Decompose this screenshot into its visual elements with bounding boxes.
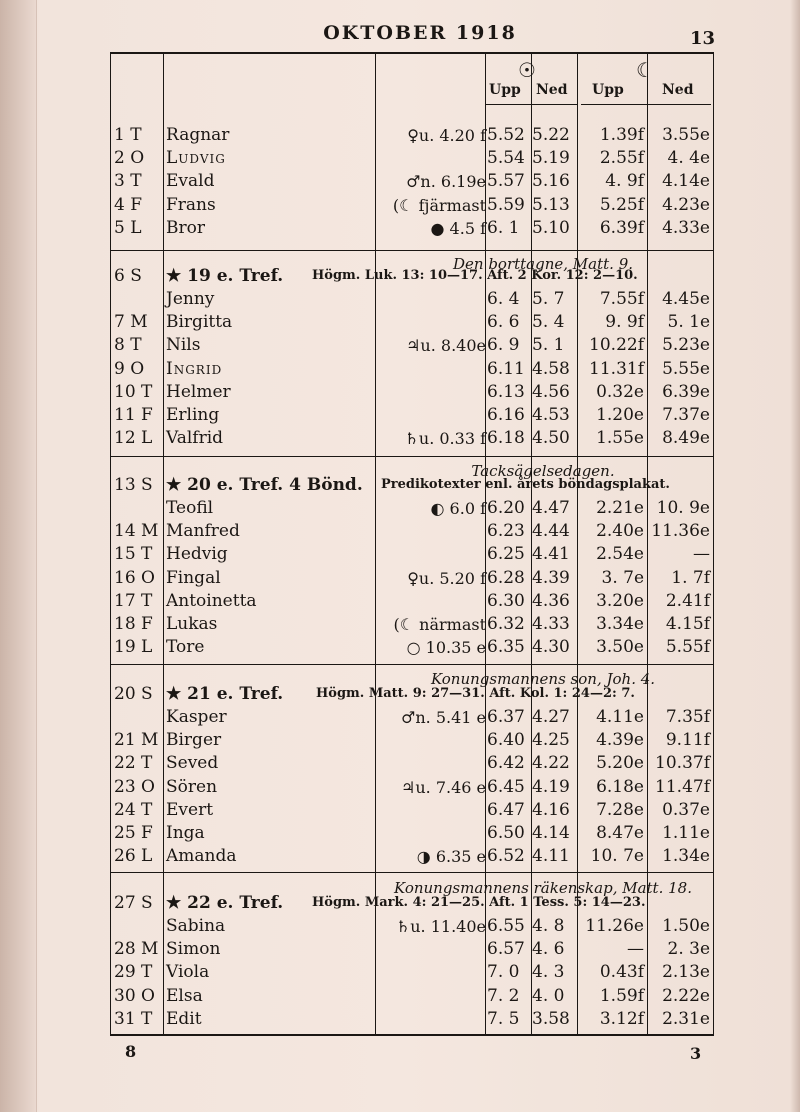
almanac-page: OKTOBER 1918 13 ☉ ☾ Upp Ned Upp Ned 1 T Ragnar ♀u. 4.20 f 5.52 5.22 1.39f 3.55e 2 O Ludvig 5.54 5.19 2.55f 4. 4e 3 T Evald ♂n. 6.19e 5.57 5.16 4. 9f 4.14e 4 F Frans (☾ fjärmast 5.59 5.13 5.25f 4.23e 5 L Bror ● 4.5 f 6. 1 5.10 6.39f 4.33e Den borttagne, Matt. 9. 6 S ★ 19 e. Tref. Högm. Luk. 13: 10—17. Aft. 2 Kor. 12: 2—10. Jenny 6. 4 5. 7 7.55f 4.45e 7 M Birgitta 6. 6 5. 4 9. 9f 5. 1e 8 T Nils ♃u. 8.40e 6. 9 5. 1 10.22f 5.23e 9 O Ingrid 6.11 4.58 11.31f 5.55e 10 T Helmer 6.13 4.56 0.32e 6.39e 11 F Erling 6.16 4.53 1.20e 7.37e 12 L Valfrid ♄u. 0.33 f 6.18 4.50 1.55e 8.49e Tacksägelsedagen. 13 S ★ 20 e. Tref. 4 Bönd. Predikotexter enl. årets böndagsplakat. Teofil ◐ 6.0 f 6.20 4.47 2.21e 10. 9e 14 M Manfred 6.23 4.44 2.40e 11.36e 15 T Hedvig 6.25 4.41 2.54e — 16 O Fingal ♀u. 5.20 f 6.28 4.39 3. 7e 1. 7f 17 T Antoinetta 6.30 4.36 3.20e 2.41f 18 F Lukas (☾ närmast 6.32 4.33 3.34e 4.15f 19 L Tore ○ 10.35 e 6.35 4.30 3.50e 5.55f Konungsmannens son, Joh. 4. 20 S ★ 21 e. Tref. Högm. Matt. 9: 27—31. Aft. Kol. 1: 24—2: 7. Kasper ♂n. 5.41 e 6.37 4.27 4.11e 7.35f 21 M Birger 6.40 4.25 4.39e 9.11f 22 T Seved 6.42 4.22 5.20e 10.37f 23 O Sören ♃u. 7.46 e 6.45 4.19 6.18e 11.47f 24 T Evert 6.47 4.16 7.28e 0.37e 25 F Inga 6.50 4.14 8.47e 1.11e 26 L Amanda ◑ 6.35 e 6.52 4.11 10. 7e 1.34e Konungsmannens räkenskap, Matt. 18. 27 S ★ 22 e. Tref. Högm. Mark. 4: 21—25. Aft. 1 Tess. 5: 14—23. Sabina ♄u. 11.40e 6.55 4. 8 11.26e 1.50e 28 M Simon 6.57 4. 6 — 2. 3e 29 T Viola 7. 0 4. 3 0.43f 2.13e 30 O Elsa 7. 2 4. 0 1.59f 2.22e 31 T Edit 7. 5 3.58 3.12f 2.31e 8 3 [0, 0, 800, 1112]
sunday-readings: Högm. Mark. 4: 21—25. Aft. 1 Tess. 5: 14—23. [312, 895, 646, 910]
day-label: 8 T [114, 335, 142, 356]
sunday-heading: ★ 19 e. Tref. [166, 266, 284, 286]
astronomical-event: ♀u. 5.20 f [407, 568, 486, 588]
person-name: Jenny [166, 289, 215, 309]
sun-rise: 6.42 [487, 753, 525, 774]
sun-rise: 7. 2 [487, 985, 520, 1006]
sun-rise: 6.25 [487, 544, 525, 565]
moon-rise: 6.18e [596, 776, 644, 797]
moon-set: 4.14e [662, 171, 710, 192]
day-label: 30 O [114, 985, 155, 1006]
moon-set: 1. 7f [671, 567, 710, 588]
moon-rise: 5.20e [596, 753, 644, 774]
sun-rise: 6.50 [487, 823, 525, 843]
moon-set: 5.23e [662, 335, 710, 356]
day-row [0, 822, 800, 845]
moon-rise: 0.32e [596, 381, 644, 402]
moon-set: 4. 4e [667, 148, 710, 169]
moon-rise: 11.31f [589, 358, 644, 379]
sun-rise: 6. 4 [487, 289, 520, 309]
moon-rise: — [627, 939, 644, 960]
sun-set: 5. 4 [532, 312, 565, 333]
sunday-row-6 [0, 264, 800, 288]
person-name: Ingrid [166, 358, 223, 379]
astronomical-event: (☾ närmast [393, 615, 486, 634]
sun-rise: 6. 1 [487, 217, 520, 238]
day-row [0, 147, 800, 170]
sun-rise: 6.52 [487, 846, 525, 867]
moon-rise: 2.55f [599, 148, 644, 169]
day-label: 26 L [114, 846, 153, 867]
day-row [0, 985, 800, 1008]
day-label: 11 F [114, 405, 153, 425]
day-row [0, 636, 800, 659]
moon-header-line [581, 104, 711, 105]
sun-set: 4.14 [532, 823, 570, 843]
moon-rise: 7.55f [599, 289, 644, 309]
sun-set-header: Ned [536, 82, 568, 98]
day-label: 17 T [114, 590, 153, 611]
moon-set: 5.55e [662, 358, 710, 379]
moon-set: 1.50e [662, 916, 710, 936]
sunday-row-13 [0, 473, 800, 497]
day-row [0, 706, 800, 729]
sun-set: 4.39 [532, 567, 570, 588]
person-name: Birgitta [166, 312, 233, 333]
moon-set: 8.49e [662, 428, 710, 449]
person-name: Nils [166, 335, 201, 356]
astronomical-event: ♂n. 5.41 e [401, 708, 486, 727]
sun-set: 4.19 [532, 776, 570, 797]
person-name: Evert [166, 799, 214, 820]
day-row [0, 194, 800, 217]
sun-set: 4. 8 [532, 916, 565, 936]
day-label: 6 S [114, 266, 142, 286]
person-name: Ludvig [166, 148, 226, 169]
week-separator [111, 664, 713, 665]
person-name: Hedvig [166, 544, 228, 565]
moon-set: 3.55e [662, 125, 710, 145]
sun-set: 4. 3 [532, 962, 565, 983]
person-name: Birger [166, 730, 222, 751]
sun-rise: 7. 5 [487, 1008, 520, 1029]
day-row [0, 311, 800, 334]
week-separator [111, 456, 713, 457]
sun-rise: 5.59 [487, 194, 525, 215]
moon-set: 4.15f [665, 614, 710, 634]
moon-set: 1.34e [662, 846, 710, 867]
moon-set: 11.47f [655, 776, 710, 797]
sun-rise: 6.35 [487, 637, 525, 658]
sun-rise: 6.11 [487, 358, 525, 379]
moon-rise: 2.40e [596, 521, 644, 542]
page-number: 13 [690, 28, 716, 49]
day-label: 9 O [114, 358, 145, 379]
astronomical-event: ○ 10.35 e [406, 638, 486, 658]
astronomical-event: ♃u. 7.46 e [401, 777, 486, 797]
day-row [0, 567, 800, 590]
day-label: 21 M [114, 730, 159, 751]
moon-rise: 8.47e [596, 823, 644, 843]
day-row [0, 776, 800, 799]
person-name: Elsa [166, 985, 203, 1006]
moon-rise: 7.28e [596, 799, 644, 820]
astronomical-event: ♀u. 4.20 f [407, 126, 486, 145]
sun-set: 5.19 [532, 148, 570, 169]
day-label: 2 O [114, 148, 145, 169]
moon-rise: 3.50e [596, 637, 644, 658]
moon-rise: 10. 7e [590, 846, 644, 867]
moon-set-header: Ned [662, 82, 694, 98]
day-row [0, 613, 800, 636]
day-row [0, 938, 800, 961]
moon-set: 2.31e [662, 1008, 710, 1029]
day-row [0, 799, 800, 822]
day-label: 27 S [114, 893, 153, 913]
moon-set: 10.37f [655, 753, 710, 774]
day-row [0, 845, 800, 868]
sun-rise: 6.23 [487, 521, 525, 542]
sun-set: 4.36 [532, 590, 570, 611]
sun-rise: 6.45 [487, 776, 525, 797]
sunday-row-27 [0, 891, 800, 915]
person-name: Helmer [166, 381, 231, 402]
day-label: 31 T [114, 1008, 153, 1029]
moon-set: 2.13e [662, 962, 710, 983]
person-name: Inga [166, 823, 205, 843]
moon-set: — [693, 544, 710, 565]
day-label: 12 L [114, 428, 153, 449]
sun-set: 4.33 [532, 614, 570, 634]
moon-rise: 4.11e [596, 707, 644, 727]
moon-rise: 4. 9f [605, 171, 644, 192]
sun-set: 4.30 [532, 637, 570, 658]
person-name: Erling [166, 405, 220, 425]
sun-rise: 7. 0 [487, 962, 520, 983]
moon-rise: 1.59f [599, 985, 644, 1006]
sun-rise: 6.32 [487, 614, 525, 634]
sun-rise: 6.30 [487, 590, 525, 611]
moon-icon: ☾ [636, 58, 654, 82]
moon-rise: 11.26e [585, 916, 644, 936]
sun-set: 4. 6 [532, 939, 565, 960]
sun-set: 4.50 [532, 428, 570, 449]
sunday-readings: Högm. Luk. 13: 10—17. Aft. 2 Kor. 12: 2—10. [312, 268, 638, 283]
sunday-heading: ★ 21 e. Tref. [166, 684, 284, 704]
moon-rise: 3. 7e [601, 567, 644, 588]
sun-set: 3.58 [532, 1008, 570, 1029]
sun-rise-header: Upp [489, 82, 521, 98]
moon-set: 4.33e [662, 217, 710, 238]
person-name: Fingal [166, 567, 221, 588]
moon-set: 7.35f [665, 707, 710, 727]
sunday-row-20 [0, 682, 800, 706]
sun-set: 4.25 [532, 730, 570, 751]
day-label: 25 F [114, 823, 153, 843]
week-separator [111, 872, 713, 873]
day-row [0, 124, 800, 147]
person-name: Manfred [166, 521, 240, 542]
person-name: Kasper [166, 707, 227, 727]
day-label: 29 T [114, 962, 153, 983]
day-label: 3 T [114, 171, 142, 192]
day-row [0, 520, 800, 543]
day-label: 7 M [114, 312, 148, 333]
moon-rise: 9. 9f [605, 312, 644, 333]
day-row [0, 752, 800, 775]
sun-rise: 6.13 [487, 381, 525, 402]
sun-set: 4.27 [532, 707, 570, 727]
astronomical-event: ♄u. 11.40e [395, 917, 486, 936]
moon-set: 11.36e [651, 521, 710, 542]
sun-rise: 6.57 [487, 939, 525, 960]
sun-rise: 6. 6 [487, 312, 520, 333]
day-row [0, 590, 800, 613]
day-row [0, 170, 800, 193]
moon-set: 4.45e [662, 289, 710, 309]
moon-rise: 0.43f [599, 962, 644, 983]
day-label: 16 O [114, 567, 155, 588]
moon-rise: 3.12f [599, 1008, 644, 1029]
sun-rise: 6.55 [487, 916, 525, 936]
person-name: Viola [166, 962, 210, 983]
sun-rise: 6.40 [487, 730, 525, 751]
day-row [0, 288, 800, 311]
person-name: Tore [166, 637, 205, 658]
day-label: 4 F [114, 194, 143, 215]
footer-signature-right: 3 [690, 1044, 702, 1063]
day-label: 20 S [114, 684, 153, 704]
sun-set: 5.10 [532, 217, 570, 238]
person-name: Amanda [166, 846, 237, 867]
moon-set: 2. 3e [667, 939, 710, 960]
moon-set: 9.11f [665, 730, 710, 751]
person-name: Bror [166, 217, 205, 238]
sun-set: 4.56 [532, 381, 570, 402]
astronomical-event: (☾ fjärmast [392, 195, 486, 215]
moon-set: 5. 1e [667, 312, 710, 333]
day-row [0, 543, 800, 566]
person-name: Frans [166, 194, 216, 215]
sunday-readings: Predikotexter enl. årets böndagsplakat. [381, 477, 670, 492]
sun-rise: 6.47 [487, 799, 525, 820]
astronomical-event: ♃u. 8.40e [406, 336, 486, 356]
moon-rise: 2.54e [596, 544, 644, 565]
sun-set: 4.44 [532, 521, 570, 542]
sunday-readings: Högm. Matt. 9: 27—31. Aft. Kol. 1: 24—2: 7. [316, 686, 635, 701]
sun-set: 4.11 [532, 846, 570, 867]
day-label: 22 T [114, 753, 153, 774]
sun-set: 5.13 [532, 194, 570, 215]
moon-set: 5.55f [665, 637, 710, 658]
sun-rise: 6.37 [487, 707, 525, 727]
footer-signature-left: 8 [125, 1042, 137, 1061]
sun-rise: 6. 9 [487, 335, 520, 356]
day-label: 18 F [114, 614, 153, 634]
sun-rise: 6.18 [487, 428, 525, 449]
day-row [0, 217, 800, 240]
moon-rise: 6.39f [599, 217, 644, 238]
sun-rise: 6.20 [487, 498, 525, 518]
day-row [0, 404, 800, 427]
moon-set: 10. 9e [656, 498, 710, 518]
day-row [0, 497, 800, 520]
sun-rise: 5.57 [487, 171, 525, 192]
day-label: 24 T [114, 799, 153, 820]
person-name: Simon [166, 939, 221, 960]
moon-rise: 5.25f [599, 194, 644, 215]
person-name: Sabina [166, 916, 226, 936]
day-row [0, 915, 800, 938]
moon-set: 7.37e [662, 405, 710, 425]
person-name: Teofil [166, 498, 214, 518]
astronomical-event: ♂n. 6.19e [406, 172, 486, 192]
day-row [0, 358, 800, 381]
sun-rise: 6.28 [487, 567, 525, 588]
sunday-heading: ★ 20 e. Tref. 4 Bönd. [166, 475, 363, 495]
sun-set: 4.53 [532, 405, 570, 425]
person-name: Valfrid [166, 428, 224, 449]
moon-set: 2.22e [662, 985, 710, 1006]
astronomical-event: ♄u. 0.33 f [404, 429, 486, 449]
day-label: 15 T [114, 544, 153, 565]
person-name: Edit [166, 1008, 202, 1029]
day-row [0, 729, 800, 752]
sun-set: 5.22 [532, 125, 570, 145]
astronomical-event: ◐ 6.0 f [430, 499, 486, 518]
person-name: Seved [166, 753, 219, 774]
astronomical-event: ◑ 6.35 e [416, 847, 486, 867]
sun-set: 4.41 [532, 544, 570, 565]
day-label: 1 T [114, 125, 142, 145]
sun-rise: 6.16 [487, 405, 525, 425]
person-name: Evald [166, 171, 215, 192]
day-row [0, 381, 800, 404]
moon-rise-header: Upp [592, 82, 624, 98]
day-label: 14 M [114, 521, 159, 542]
day-row [0, 961, 800, 984]
day-label: 5 L [114, 217, 142, 238]
sun-set: 4. 0 [532, 985, 565, 1006]
moon-set: 1.11e [662, 823, 710, 843]
sun-set: 5. 1 [532, 335, 565, 356]
person-name: Sören [166, 776, 218, 797]
moon-set: 6.39e [662, 381, 710, 402]
moon-rise: 3.20e [596, 590, 644, 611]
day-label: 19 L [114, 637, 153, 658]
moon-rise: 4.39e [596, 730, 644, 751]
sun-set: 4.22 [532, 753, 570, 774]
moon-rise: 1.39f [599, 125, 644, 145]
sun-rise: 5.54 [487, 148, 525, 169]
sun-set: 4.47 [532, 498, 570, 518]
day-label: 10 T [114, 381, 153, 402]
moon-rise: 1.20e [596, 405, 644, 425]
page-title: OKTOBER 1918 [323, 22, 517, 44]
week-separator [111, 250, 713, 251]
sunday-heading: ★ 22 e. Tref. [166, 893, 284, 913]
sun-set: 5.16 [532, 171, 570, 192]
moon-rise: 3.34e [596, 614, 644, 634]
moon-rise: 2.21e [596, 498, 644, 518]
moon-set: 0.37e [662, 799, 710, 820]
day-row [0, 334, 800, 357]
moon-rise: 1.55e [596, 428, 644, 449]
person-name: Lukas [166, 614, 218, 634]
day-label: 28 M [114, 939, 159, 960]
sun-set: 4.58 [532, 358, 570, 379]
day-label: 23 O [114, 776, 155, 797]
person-name: Ragnar [166, 125, 230, 145]
day-row [0, 427, 800, 450]
moon-set: 4.23e [662, 194, 710, 215]
sun-header-line [485, 104, 577, 105]
sun-rise: 5.52 [487, 125, 525, 145]
sun-set: 4.16 [532, 799, 570, 820]
day-label: 13 S [114, 475, 153, 495]
moon-set: 2.41f [665, 590, 710, 611]
sun-set: 5. 7 [532, 289, 565, 309]
sun-icon: ☉ [518, 58, 536, 82]
astronomical-event: ● 4.5 f [430, 218, 486, 238]
day-row [0, 1008, 800, 1031]
person-name: Antoinetta [166, 590, 257, 611]
moon-rise: 10.22f [589, 335, 644, 356]
